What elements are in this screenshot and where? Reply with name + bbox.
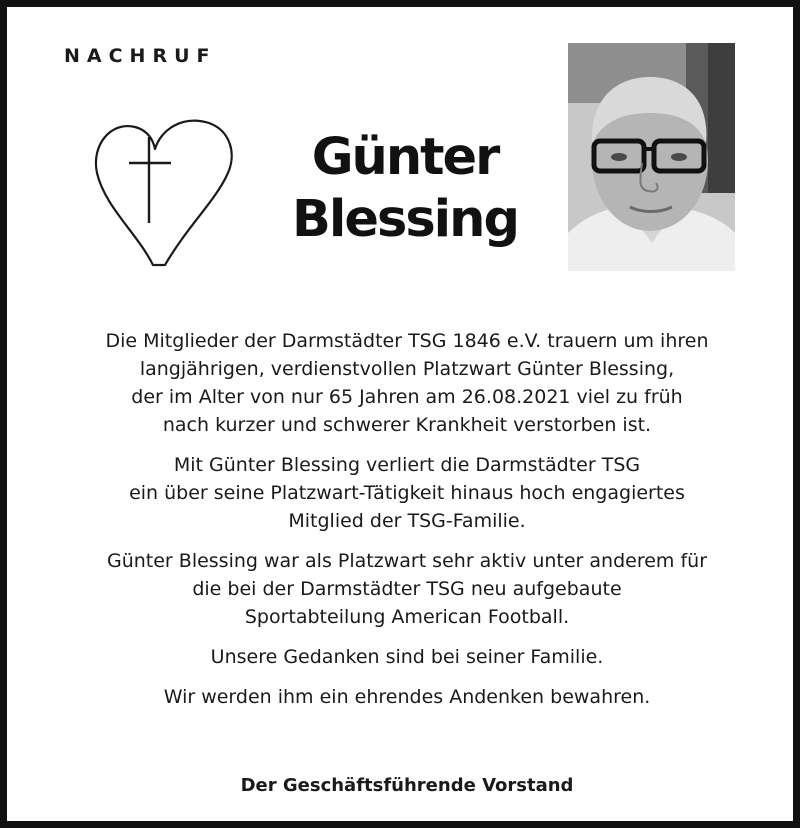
paragraph <box>37 327 777 439</box>
obituary-text <box>37 327 777 723</box>
deceased-name <box>275 127 535 251</box>
text-line: Günter Blessing war als Platzwart sehr aktiv unter anderem für <box>106 550 708 572</box>
text-line: nach kurzer und schwerer Krankheit verstorben ist. <box>162 414 652 436</box>
text-line: Mit Günter Blessing verliert die Darmstädter TSG <box>173 454 641 476</box>
text-line: ein über seine Platzwart-Tätigkeit hinaus hoch engagiertes <box>129 482 685 504</box>
text-line: Wir werden ihm ein ehrendes Andenken bewahren. <box>163 686 651 708</box>
text-line: Sportabteilung American Football. <box>244 606 570 628</box>
paragraph <box>37 683 777 711</box>
text-line: die bei der Darmstädter TSG neu aufgebaute <box>192 578 622 600</box>
paragraph <box>37 451 777 535</box>
text-line: der im Alter von nur 65 Jahren am 26.08.2021 viel zu früh <box>131 386 683 408</box>
text-line: Unsere Gedanken sind bei seiner Familie. <box>210 646 604 668</box>
first-name: Günter <box>311 128 499 187</box>
paragraph <box>37 643 777 671</box>
portrait-photo <box>568 43 735 271</box>
text-line: Die Mitglieder der Darmstädter TSG 1846 e.V. trauern um ihren <box>105 330 709 352</box>
notice-heading: NACHRUF <box>64 45 217 67</box>
text-line: Mitglied der TSG-Familie. <box>288 510 526 532</box>
text-line: langjährigen, verdienstvollen Platzwart Günter Blessing, <box>139 358 675 380</box>
last-name: Blessing <box>292 190 518 249</box>
heart-cross-icon <box>91 115 235 277</box>
paragraph <box>37 547 777 631</box>
signature: Der Geschäftsführende Vorstand <box>240 775 574 796</box>
